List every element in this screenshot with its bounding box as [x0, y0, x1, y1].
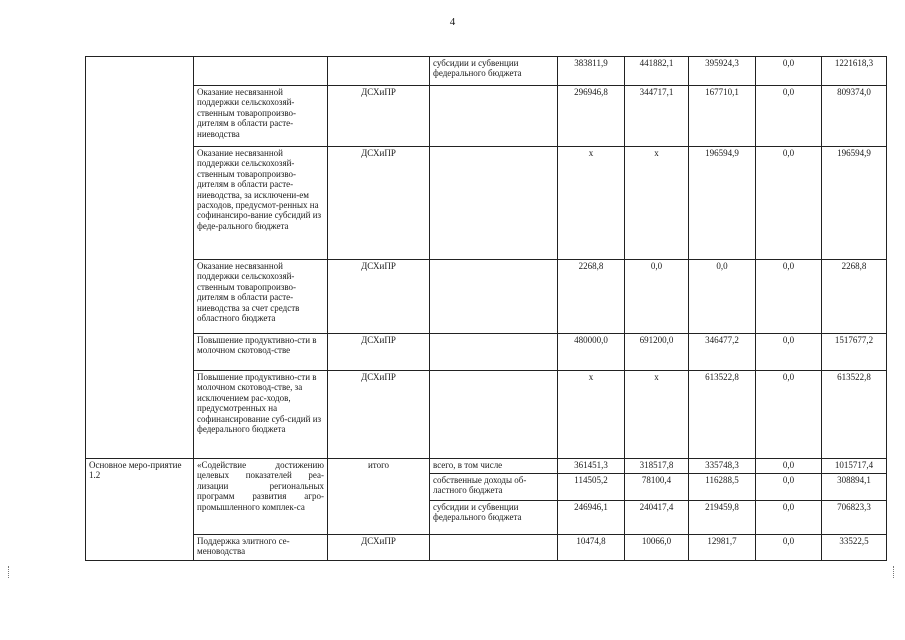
value-cell: 0,0 [756, 260, 822, 334]
value-cell: 114505,2 [558, 474, 625, 501]
value-cell: 0,0 [756, 371, 822, 459]
value-cell: 33522,5 [822, 535, 887, 561]
value-cell: 167710,1 [689, 86, 756, 147]
value-cell: 78100,4 [625, 474, 689, 501]
value-cell: 0,0 [756, 147, 822, 260]
event-name-cell: Оказание несвязанной поддержки сельскохозяй-ственным товаропроизво-дителям в области расте-ниеводства за счет средств областного бюджета [194, 260, 328, 334]
table-row [86, 260, 887, 334]
value-cell: 613522,8 [689, 371, 756, 459]
table-row [86, 57, 887, 86]
event-name-cell: Повышение продуктивно-сти в молочном скотовод-стве, за исключением рас-ходов, предусмотренных на софинансирование суб-сидий из федерального бюджета [194, 371, 328, 459]
table-row [86, 535, 887, 561]
responsible-cell: ДСХиПР [328, 334, 430, 371]
funding-source-cell [430, 86, 558, 147]
value-cell: 0,0 [625, 260, 689, 334]
event-code-cell [86, 57, 194, 459]
value-cell: 2268,8 [822, 260, 887, 334]
value-cell: 344717,1 [625, 86, 689, 147]
value-cell: 0,0 [689, 260, 756, 334]
value-cell: 318517,8 [625, 459, 689, 474]
responsible-cell: итого [328, 459, 430, 535]
funding-source-cell [430, 371, 558, 459]
value-cell: 1221618,3 [822, 57, 887, 86]
value-cell: 196594,9 [822, 147, 887, 260]
value-cell: 809374,0 [822, 86, 887, 147]
funding-source-cell: субсидии и субвенции федерального бюджета [430, 501, 558, 535]
event-name-cell: Повышение продуктивно-сти в молочном скотовод-стве [194, 334, 328, 371]
funding-source-cell: всего, в том числе [430, 459, 558, 474]
funding-source-cell: собственные доходы об-ластного бюджета [430, 474, 558, 501]
funding-source-cell: субсидии и субвенции федерального бюджета [430, 57, 558, 86]
table-row [86, 86, 887, 147]
event-name-cell: «Содействие достижению целевых показателей реа-лизации региональных программ развития агро-промышленного комплек-са [194, 459, 328, 535]
event-name-cell: Поддержка элитного се-меноводства [194, 535, 328, 561]
value-cell: 0,0 [756, 501, 822, 535]
value-cell: 219459,8 [689, 501, 756, 535]
table-row [86, 371, 887, 459]
table-row [86, 334, 887, 371]
value-cell: 346477,2 [689, 334, 756, 371]
value-cell: 0,0 [756, 459, 822, 474]
responsible-cell: ДСХиПР [328, 86, 430, 147]
responsible-cell: ДСХиПР [328, 535, 430, 561]
value-cell: 441882,1 [625, 57, 689, 86]
value-cell: 246946,1 [558, 501, 625, 535]
value-cell: 335748,3 [689, 459, 756, 474]
responsible-cell [328, 57, 430, 86]
scan-edge-mark [8, 566, 10, 578]
value-cell: x [558, 371, 625, 459]
value-cell: 296946,8 [558, 86, 625, 147]
event-code-cell: Основное меро-приятие 1.2 [86, 459, 194, 561]
table-row [86, 459, 887, 474]
scan-edge-mark [893, 566, 895, 578]
value-cell: 12981,7 [689, 535, 756, 561]
value-cell: 1517677,2 [822, 334, 887, 371]
value-cell: x [625, 147, 689, 260]
value-cell: 0,0 [756, 334, 822, 371]
value-cell: 0,0 [756, 57, 822, 86]
value-cell: 480000,0 [558, 334, 625, 371]
funding-source-cell [430, 147, 558, 260]
value-cell: 361451,3 [558, 459, 625, 474]
page-number: 4 [449, 16, 456, 28]
value-cell: 10066,0 [625, 535, 689, 561]
responsible-cell: ДСХиПР [328, 260, 430, 334]
budget-table [85, 56, 887, 561]
value-cell: 116288,5 [689, 474, 756, 501]
value-cell: 691200,0 [625, 334, 689, 371]
value-cell: 196594,9 [689, 147, 756, 260]
responsible-cell: ДСХиПР [328, 147, 430, 260]
funding-source-cell [430, 260, 558, 334]
value-cell: 395924,3 [689, 57, 756, 86]
value-cell: 0,0 [756, 86, 822, 147]
funding-source-cell [430, 535, 558, 561]
funding-source-cell [430, 334, 558, 371]
value-cell: x [625, 371, 689, 459]
value-cell: 706823,3 [822, 501, 887, 535]
event-name-cell: Оказание несвязанной поддержки сельскохозяй-ственным товаропроизво-дителям в области расте-ниеводства, за исключени-ем расходов, предусмот-ренных на софинансиро-вание субсидий из феде-рального бюджета [194, 147, 328, 260]
value-cell: 240417,4 [625, 501, 689, 535]
value-cell: 0,0 [756, 474, 822, 501]
value-cell: 2268,8 [558, 260, 625, 334]
value-cell: 308894,1 [822, 474, 887, 501]
value-cell: 10474,8 [558, 535, 625, 561]
value-cell: x [558, 147, 625, 260]
value-cell: 1015717,4 [822, 459, 887, 474]
table-row [86, 147, 887, 260]
event-name-cell [194, 57, 328, 86]
value-cell: 383811,9 [558, 57, 625, 86]
event-name-cell: Оказание несвязанной поддержки сельскохозяй-ственным товаропроизво-дителям в области расте-ниеводства [194, 86, 328, 147]
value-cell: 613522,8 [822, 371, 887, 459]
value-cell: 0,0 [756, 535, 822, 561]
responsible-cell: ДСХиПР [328, 371, 430, 459]
